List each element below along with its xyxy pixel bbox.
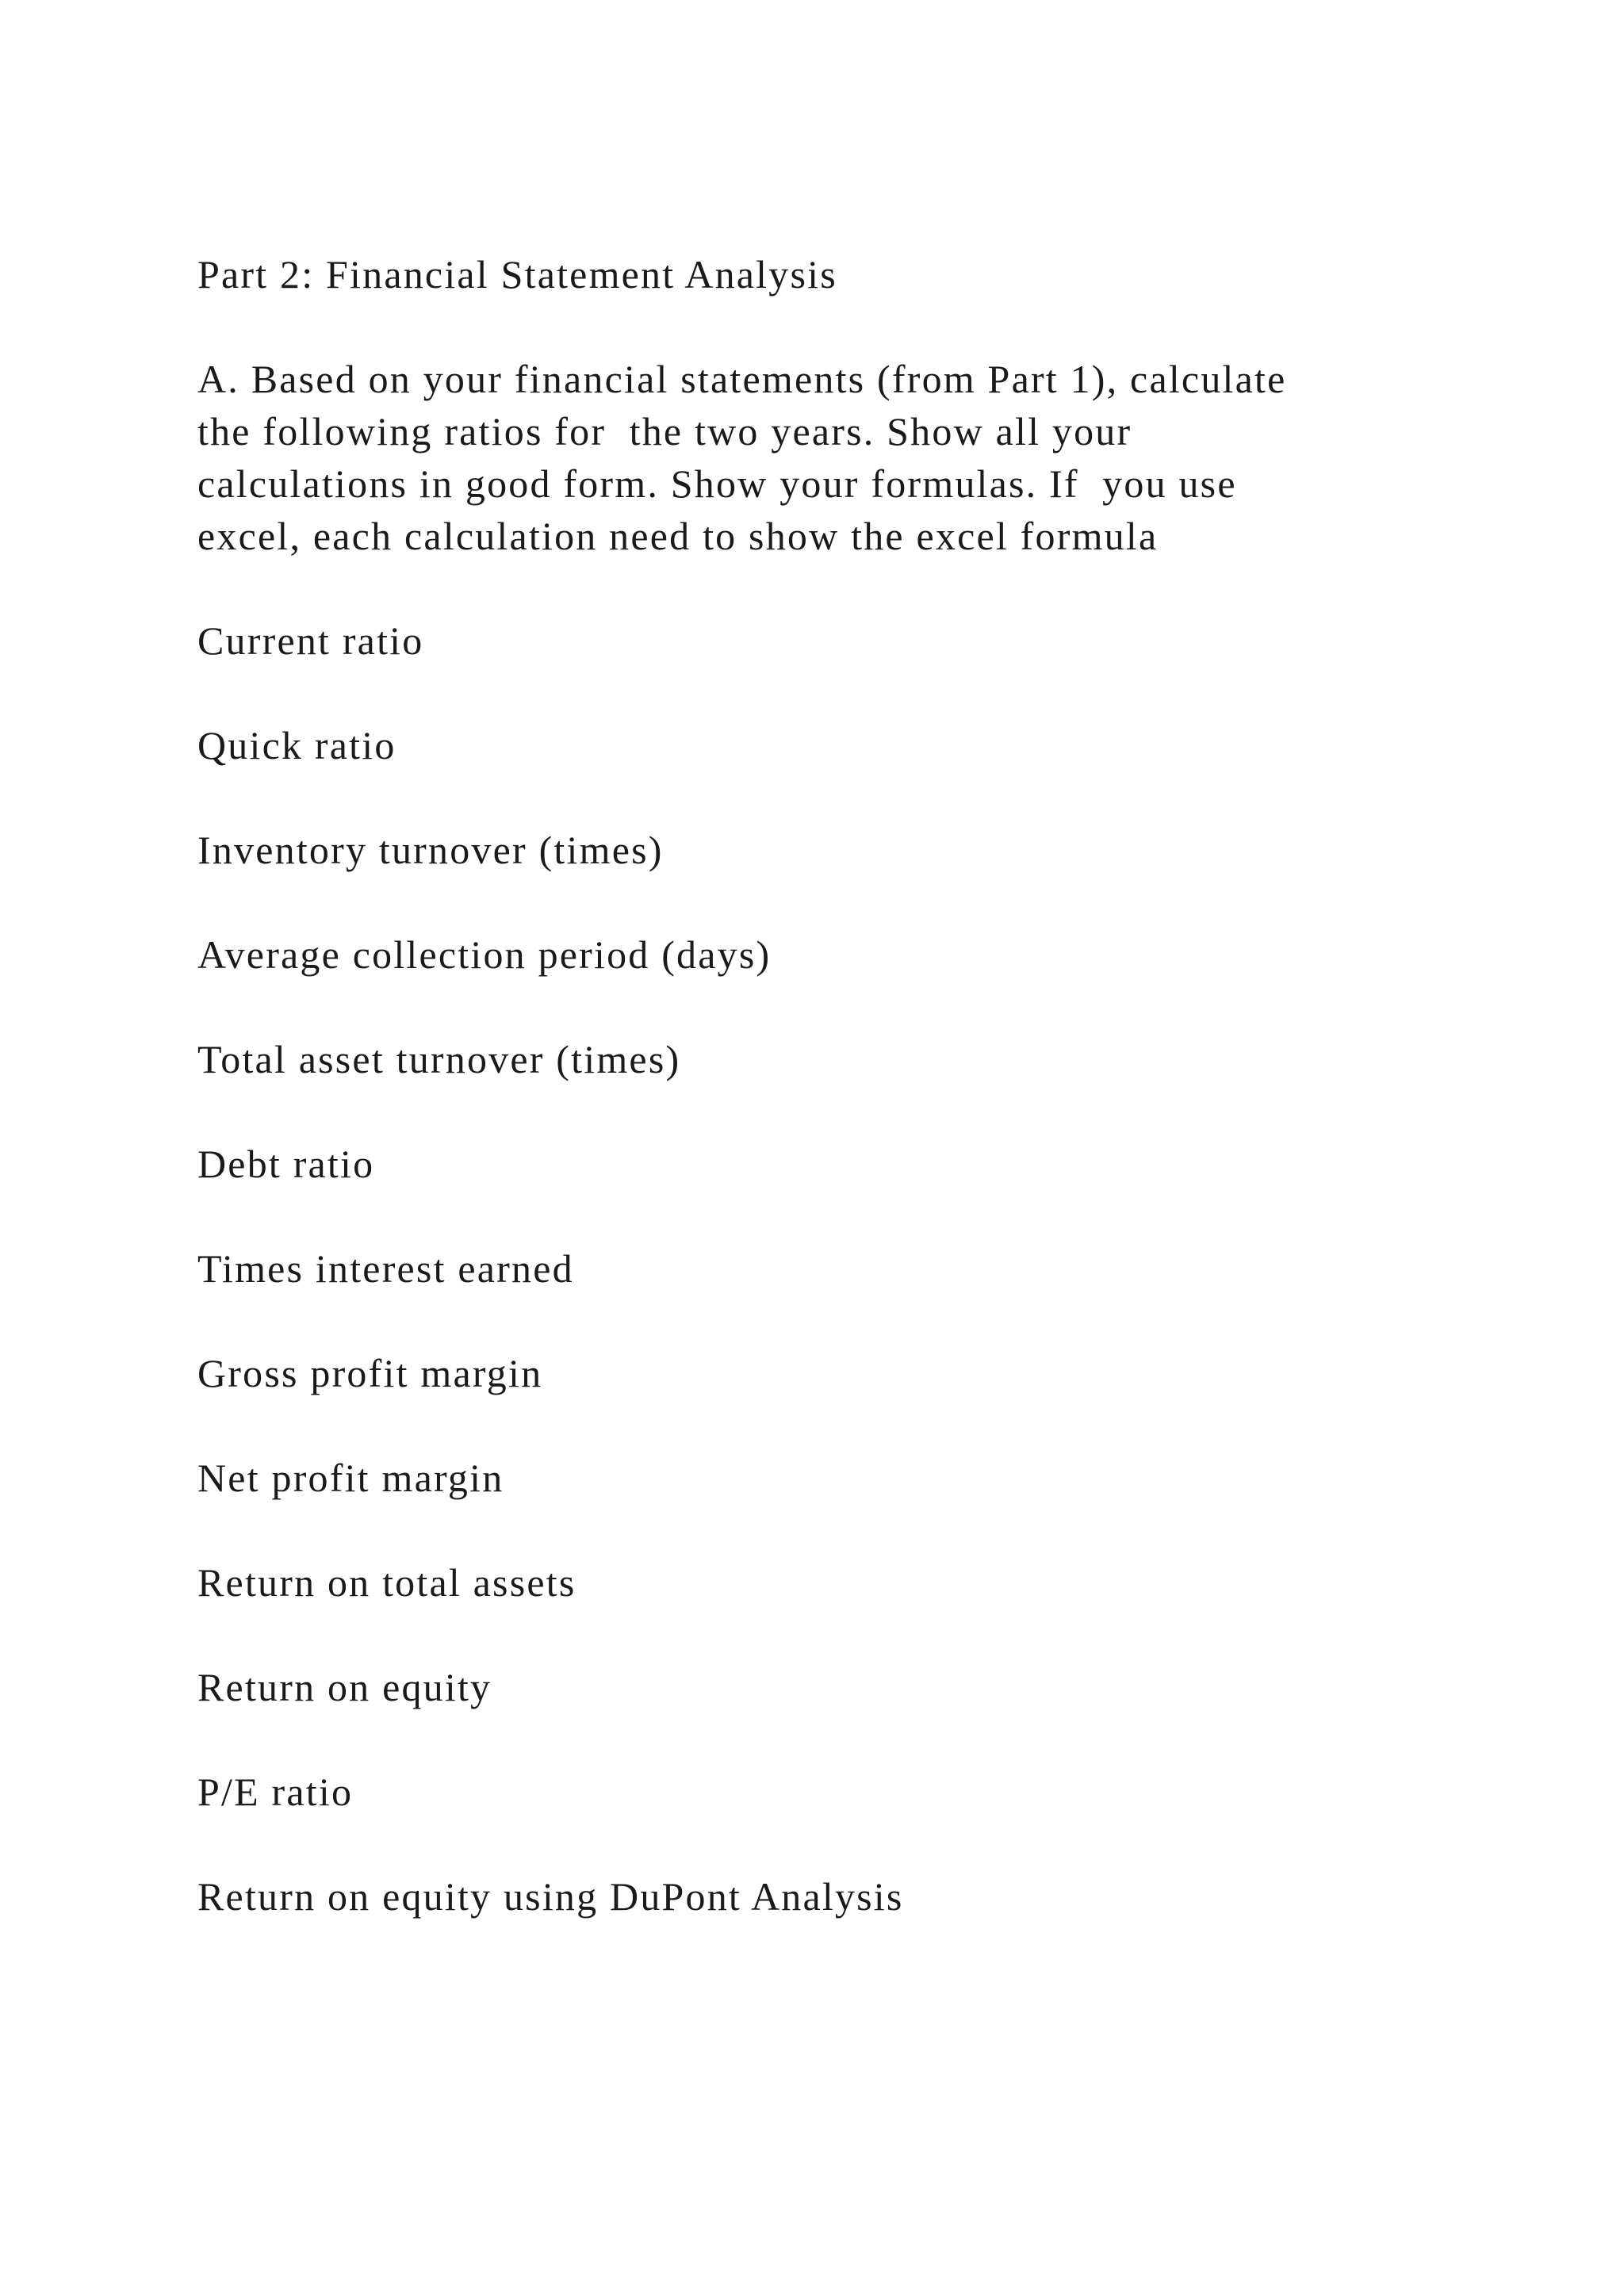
instruction-line-2: the following ratios for the two years. Show all your <box>197 409 1132 453</box>
ratio-item: Inventory turnover (times) <box>197 828 664 872</box>
ratio-item: Gross profit margin <box>197 1351 543 1395</box>
ratio-item: Return on equity using DuPont Analysis <box>197 1874 904 1919</box>
ratio-item: Net profit margin <box>197 1456 504 1500</box>
section-heading: Part 2: Financial Statement Analysis <box>197 252 837 297</box>
ratio-item: Times interest earned <box>197 1246 574 1291</box>
ratio-item: Quick ratio <box>197 723 396 767</box>
instruction-line-3: calculations in good form. Show your formulas. If you use <box>197 461 1237 506</box>
ratio-item: Current ratio <box>197 618 424 663</box>
ratio-item: Return on equity <box>197 1665 492 1709</box>
ratio-item: Total asset turnover (times) <box>197 1037 681 1081</box>
instruction-line-4: excel, each calculation need to show the excel formula <box>197 514 1159 558</box>
ratio-item: Debt ratio <box>197 1142 375 1186</box>
ratio-item: Return on total assets <box>197 1560 576 1605</box>
instruction-line-1: A. Based on your financial statements (from Part 1), calculate <box>197 357 1287 401</box>
ratio-item: P/E ratio <box>197 1770 354 1814</box>
ratio-item: Average collection period (days) <box>197 932 772 977</box>
